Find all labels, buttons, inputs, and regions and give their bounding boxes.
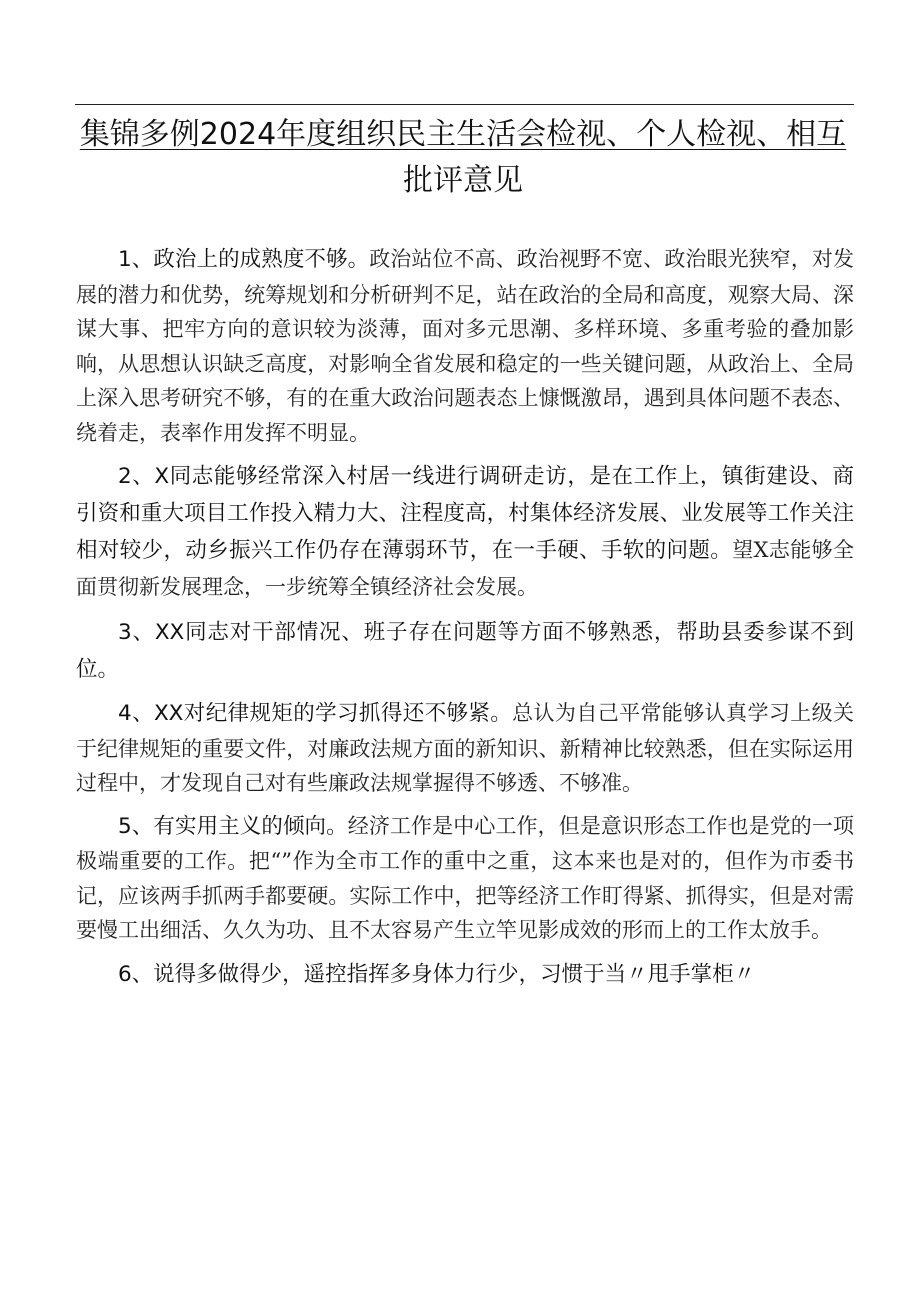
document-title [68,112,858,204]
paragraph-5 [76,809,854,948]
paragraph-4 [76,696,854,801]
paragraph-lead: 4、XX对纪律规矩的学习抓得还不够紧。 [118,701,513,726]
paragraph-text: 总认为自己平常能够认真学习上级关于纪律规矩的重要文件，对廉政法规方面的新知识、新精神比较熟悉，但在实际运用过程中，才发现自己对有些廉政法规掌握得不够透、不够准。 [76,701,855,795]
paragraph-text: 政治站位不高、政治视野不宽、政治眼光狭窄，对发展的潜力和优势，统筹规划和分析研判不足，站在政治的全局和高度，观察大局、深谋大事、把牢方向的意识较为淡薄，面对多元思潮、多样环境、多重考验的叠加影响，从思想认识缺乏高度，对影响全省发展和稳定的一些关键问题，从政治上、全局上深入思考研究不够，有的在重大政治问题表态上慷慨激昂，遇到具体问题不表态、绕着走，表率作用发挥不明显。 [76,247,855,445]
paragraph-text: 望X志能够全面贯彻新发展理念，一步统筹全镇经济社会发展。 [76,538,854,599]
paragraph-lead: 3、XX同志对干部情况、班子存在问题等方面不够熟悉，帮助县委参谋不到位。 [76,620,854,682]
title-line-1: 集锦多例2024年度组织民主生活会检视、个人检视、相互 [79,117,847,152]
paragraph-1 [76,242,854,450]
paragraph-lead: 2、X同志能够经常深入村居一线进行调研走访，是在工作上，镇街建设、商引资和重大项目工作投入精力大、注程度高，村集体经济发展、业发展等工作关注相对较少，动乡振兴工作仍存在薄弱环节，在一手硬、手软的问题。 [76,464,854,563]
paragraph-6 [76,956,854,993]
paragraph-lead: 5、有实用主义的倾向。 [118,813,348,839]
paragraph-lead: 1、政治上的成熟度不够。 [118,247,370,272]
paragraph-text: 经济工作是中心工作，但是意识形态工作也是党的一项极端重要的工作。把“”作为全市工作的重中之重，这本来也是对的，但作为市委书记，应该两手抓两手都要硬。实际工作中，把等经济工作盯得紧、抓得实，但是对需要慢工出细活、久久为功、且不太容易产生立竿见影成效的形而上的工作太放手。 [76,813,855,942]
document-body [76,242,854,1001]
paragraph-2 [76,458,854,606]
title-line-2: 批评意见 [403,163,523,198]
header-rule [75,104,854,105]
paragraph-3 [76,614,854,688]
paragraph-lead: 6、说得多做得少，遥控指挥多身体力行少，习惯于当〃甩手掌柜〃 [118,961,756,987]
